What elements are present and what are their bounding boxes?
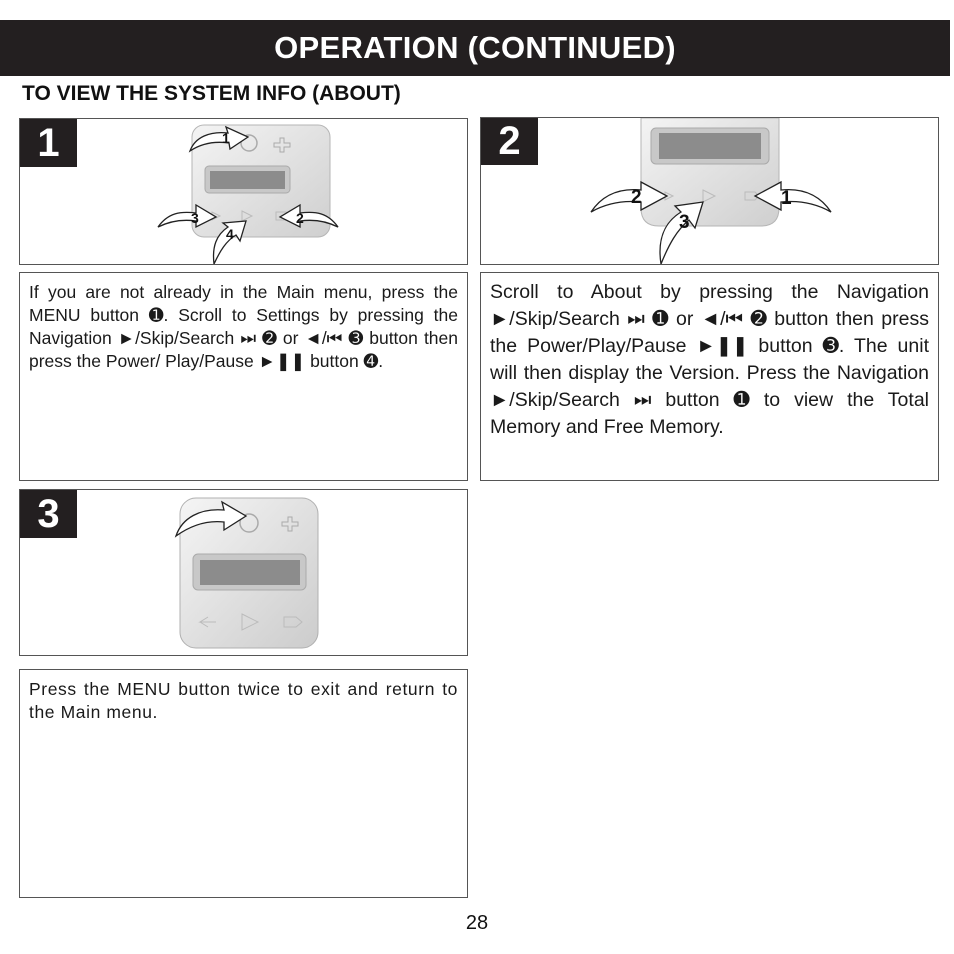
step-3-image-panel xyxy=(19,489,468,656)
step-1-device-illustration xyxy=(20,119,467,264)
step-2-number: 2 xyxy=(481,118,538,165)
callout-1: 1 xyxy=(781,188,792,209)
step-1-number: 1 xyxy=(20,119,77,167)
step-2-instructions: Scroll to About by pressing the Navigation ►/Skip/Search ⏭ ➊ or ◄/⏮ ➋ button then press the Power/Play/Pause ►❚❚ button ➌. The unit will then display the Version. Press the Navigation ►/Skip/Search ⏭ button ➊ to view the Total Memory and Free Memory. xyxy=(480,272,939,481)
step-1-image-panel xyxy=(19,118,468,265)
step-2-device-illustration xyxy=(481,118,938,264)
callout-1: 1 xyxy=(222,130,230,146)
step-3-device-illustration xyxy=(20,490,467,655)
callout-3: 3 xyxy=(679,212,690,233)
callout-3: 3 xyxy=(191,210,199,226)
step-2-image-panel xyxy=(480,117,939,265)
page-header-title: OPERATION (CONTINUED) xyxy=(274,30,676,65)
callout-2: 2 xyxy=(296,210,304,226)
step-1-instructions: If you are not already in the Main menu, press the MENU button ➊. Scroll to Settings by pressing the Navigation ►/Skip/Search ⏭ ➋ or ◄/⏮ ➌ button then press the Power/ Play/Pause ►❚❚ button ➍. xyxy=(19,272,468,481)
section-title: TO VIEW THE SYSTEM INFO (ABOUT) xyxy=(22,82,401,105)
step-3-instructions: Press the MENU button twice to exit and return to the Main menu. xyxy=(19,669,468,898)
step-3-number: 3 xyxy=(20,490,77,538)
callout-4: 4 xyxy=(226,226,234,242)
callout-2: 2 xyxy=(631,187,642,208)
page-header xyxy=(0,20,950,76)
page-number: 28 xyxy=(465,912,489,934)
